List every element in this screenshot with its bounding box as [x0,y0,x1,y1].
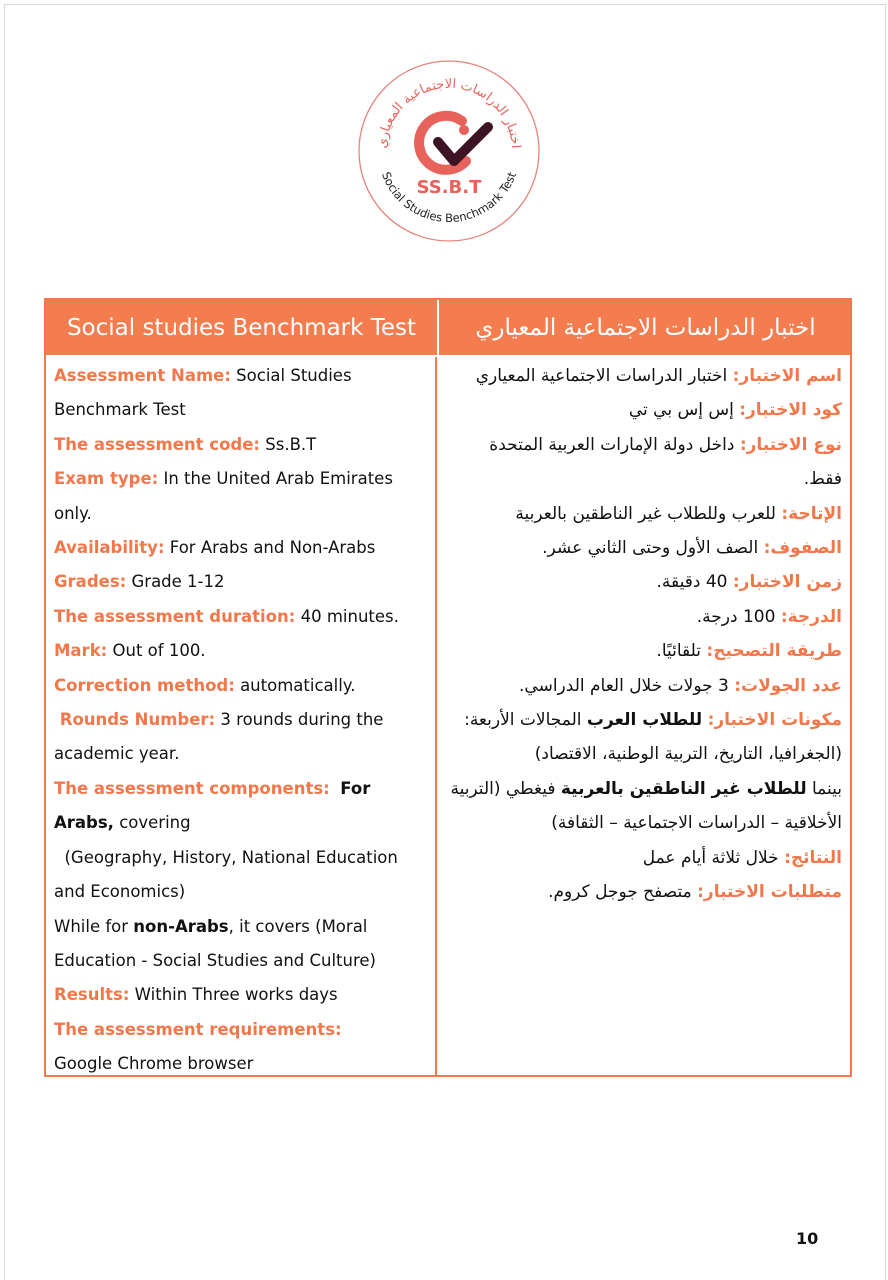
info-value-bold: للطلاب غير الناطقين بالعربية [560,778,807,799]
info-value: Ss.B.T [260,434,317,454]
info-value: 40 minutes. [295,606,399,626]
arabic-column [437,357,850,1077]
page-number: 10 [796,1229,819,1248]
info-label: Results: [54,985,130,1005]
info-value: متصفح جوجل كروم. [548,882,698,903]
table-header [46,300,850,357]
info-value: Within Three works days [129,985,338,1005]
ssbt-logo-seal [356,58,542,244]
info-item [54,1013,405,1082]
info-label: نوع الاختبار: [739,434,842,455]
english-column [46,357,437,1077]
info-label: زمن الاختبار: [732,572,842,593]
info-value: الصف الأول وحتى الثاني عشر. [542,538,764,559]
info-value: , it covers (Moral Education - Social Studies and Culture) [54,916,376,970]
info-item [447,669,842,703]
info-label: عدد الجولات: [734,675,842,696]
info-label: كود الاختبار: [739,400,842,421]
info-item [447,531,842,565]
info-label: الإتاحة: [781,503,842,524]
info-value: داخل دولة الإمارات العربية المتحدة فقط. [489,434,842,490]
info-value: Grade 1-12 [126,572,225,592]
info-item [54,462,405,531]
info-item [54,565,405,599]
info-label: النتائج: [784,847,842,868]
info-label: الصفوف: [763,538,842,559]
info-item [447,875,842,909]
info-label: متطلبات الاختبار: [697,882,842,903]
info-label: The assessment code: [54,434,261,454]
info-item [54,531,405,565]
info-item [447,600,842,634]
info-item [54,359,405,428]
info-value: Social Studies Benchmark Test [54,366,352,420]
info-label: Availability: [54,538,165,558]
info-label: Correction method: [54,675,235,695]
info-label: Grades: [54,572,127,592]
info-value: المجالات الأربعة: [464,710,587,731]
info-item [447,841,842,875]
logo-center-text: SS.B.T [416,177,482,198]
info-item [54,600,405,634]
info-value: 3 rounds during the academic year. [54,710,384,764]
info-value: 100 درجة. [696,606,781,627]
info-label: Rounds Number: [54,710,216,730]
logo-arabic-ring: اختبار الدراسات الاجتماعية المعياري [374,76,523,150]
info-value: While for [54,916,134,936]
info-label: Assessment Name: [54,366,231,385]
info-item [447,393,842,427]
info-value: خلال ثلاثة أيام عمل [642,847,785,868]
info-label: الدرجة: [780,606,842,627]
logo-english-ring: Social Studies Benchmark Test [378,169,520,225]
info-item [54,669,405,703]
info-value-bold: For Arabs, [54,778,371,833]
info-label: The assessment components: [54,778,330,798]
header-english: Social studies Benchmark Test [46,300,439,355]
info-item [447,359,842,393]
info-label: The assessment requirements: [54,1019,342,1039]
info-item [54,978,405,1012]
info-value: For Arabs and Non-Arabs [164,538,376,558]
info-label: The assessment duration: [54,606,296,626]
info-value: للعرب وللطلاب غير الناطقين بالعربية [515,503,782,524]
info-item [447,703,842,841]
info-label: طريقة التصحيح: [706,641,842,662]
info-value: 40 دقيقة. [656,572,733,593]
info-value: (Geography, History, National Education and Economics) [54,847,398,902]
header-arabic: اختبار الدراسات الاجتماعية المعياري [475,314,816,341]
info-value-bold: للطلاب العرب [586,710,703,731]
info-value: Out of 100. [107,641,206,661]
info-item [447,497,842,531]
info-item [447,634,842,668]
info-value: In the United Arab Emirates only. [54,469,393,523]
info-value: اختبار الدراسات الاجتماعية المعياري [475,366,733,386]
info-value: (الجغرافيا، التاريخ، التربية الوطنية، الاقتصاد) [534,744,842,765]
info-label: اسم الاختبار: [732,366,842,386]
info-value: بينما [806,778,842,799]
info-value-bold: non-Arabs [133,916,229,936]
ssbt-logo [356,58,542,244]
info-item [447,565,842,599]
info-label: Mark: [54,641,108,661]
benchmark-info-table [44,298,852,1077]
info-item [54,772,405,978]
info-value: فيغطي (التربية الأخلاقية – الدراسات الاجتماعية – الثقافة) [450,778,842,834]
info-value: automatically. [234,675,356,695]
info-item [54,428,405,462]
info-value: 3 جولات خلال العام الدراسي. [519,675,735,696]
info-value [330,779,341,798]
info-value: إس إس بي تي [628,400,740,421]
info-label: مكونات الاختبار: [707,710,842,731]
info-value: Google Chrome browser [54,1054,254,1074]
info-item [54,634,405,668]
info-value: تلقائيًا. [656,641,707,662]
info-item [54,703,405,772]
info-value: covering [113,813,191,833]
info-item [447,428,842,497]
info-label: Exam type: [54,469,159,489]
